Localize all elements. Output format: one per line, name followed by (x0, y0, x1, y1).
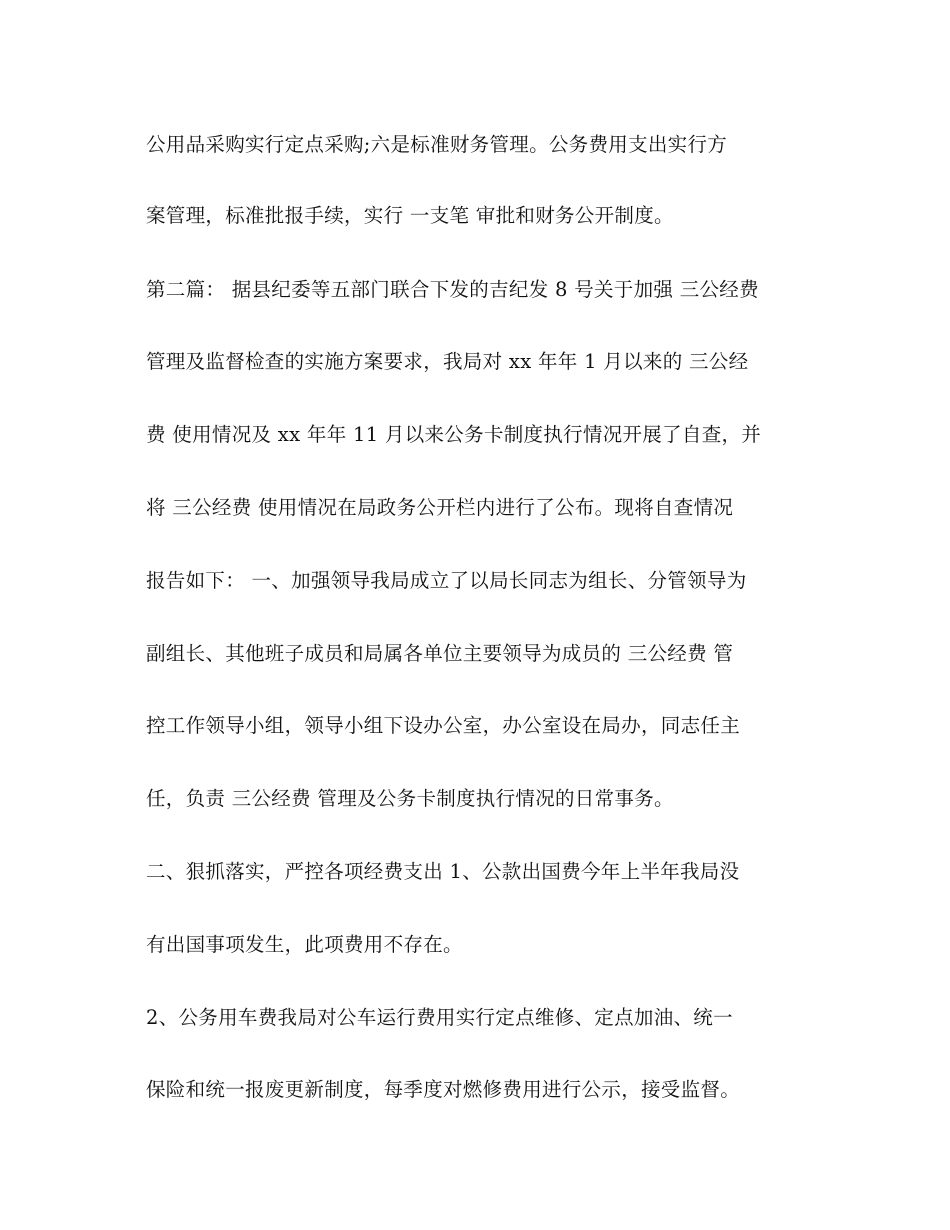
text-line: 有出国事项发生，此项费用不存在。 (146, 933, 463, 956)
text-line: 保险和统一报废更新制度，每季度对燃修费用进行公示，接受监督。 (146, 1078, 741, 1101)
text-line: 二、狠抓落实，严控各项经费支出 1、公款出国费今年上半年我局没 (146, 860, 740, 883)
text-line: 副组长、其他班子成员和局属各单位主要领导为成员的 三公经费 管 (146, 642, 734, 665)
text-line: 将 三公经费 使用情况在局政务公开栏内进行了公布。现将自查情况 (146, 496, 734, 519)
text-line: 案管理，标准批报手续，实行 一支笔 审批和财务公开制度。 (146, 204, 674, 227)
text-line: 任，负责 三公经费 管理及公务卡制度执行情况的日常事务。 (146, 787, 674, 810)
text-line: 第二篇： 据县纪委等五部门联合下发的吉纪发 8 号关于加强 三公经费 (146, 278, 759, 301)
text-line: 2、公务用车费我局对公车运行费用实行定点维修、定点加油、统一 (146, 1006, 733, 1029)
text-line: 管理及监督检查的实施方案要求，我局对 xx 年年 1 月以来的 三公经 (146, 350, 749, 373)
text-line: 控工作领导小组，领导小组下设办公室，办公室设在局办，同志任主 (146, 714, 741, 737)
text-line: 公用品采购实行定点采购;六是标准财务管理。公务费用支出实行方 (146, 133, 728, 156)
text-line: 费 使用情况及 xx 年年 11 月以来公务卡制度执行情况开展了自查，并 (146, 423, 762, 446)
text-line: 报告如下： 一、加强领导我局成立了以局长同志为组长、分管领导为 (146, 569, 747, 592)
